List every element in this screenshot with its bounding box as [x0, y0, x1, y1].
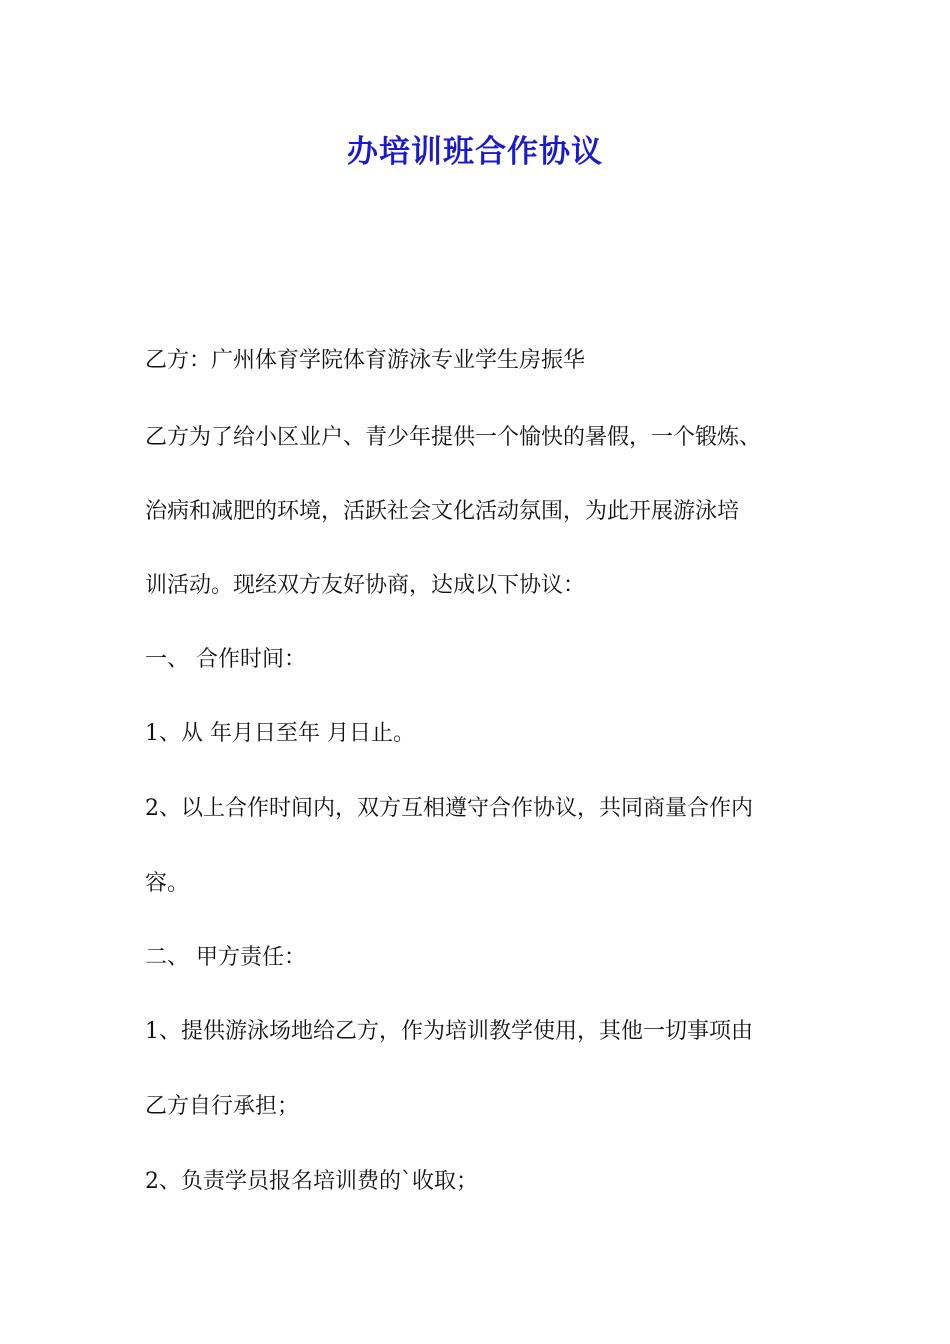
section-heading-party-a-duties: 二、 甲方责任：	[145, 945, 306, 970]
intro-paragraph-line-2: 治病和减肥的环境，活跃社会文化活动氛围，为此开展游泳培	[145, 499, 740, 524]
clause-duty-1-line-1: 1、提供游泳场地给乙方，作为培训教学使用，其他一切事项由	[145, 1019, 753, 1044]
clause-time-2-line-1: 2、以上合作时间内，双方互相遵守合作协议，共同商量合作内	[145, 796, 753, 821]
intro-paragraph-line-3: 训活动。现经双方友好协商，达成以下协议：	[145, 573, 586, 598]
intro-paragraph-line-1: 乙方为了给小区业户、青少年提供一个愉快的暑假，一个锻炼、	[145, 425, 762, 450]
clause-duty-1-line-2: 乙方自行承担；	[145, 1094, 300, 1119]
document-title: 办培训班合作协议	[347, 134, 603, 170]
section-heading-cooperation-time: 一、 合作时间：	[145, 647, 306, 672]
party-b-line: 乙方：广州体育学院体育游泳专业学生房振华	[145, 348, 586, 373]
clause-time-2-line-2: 容。	[145, 871, 190, 896]
clause-duty-2: 2、负责学员报名培训费的`收取；	[145, 1169, 478, 1194]
clause-time-1: 1、从 年月日至年 月日止。	[145, 721, 415, 746]
